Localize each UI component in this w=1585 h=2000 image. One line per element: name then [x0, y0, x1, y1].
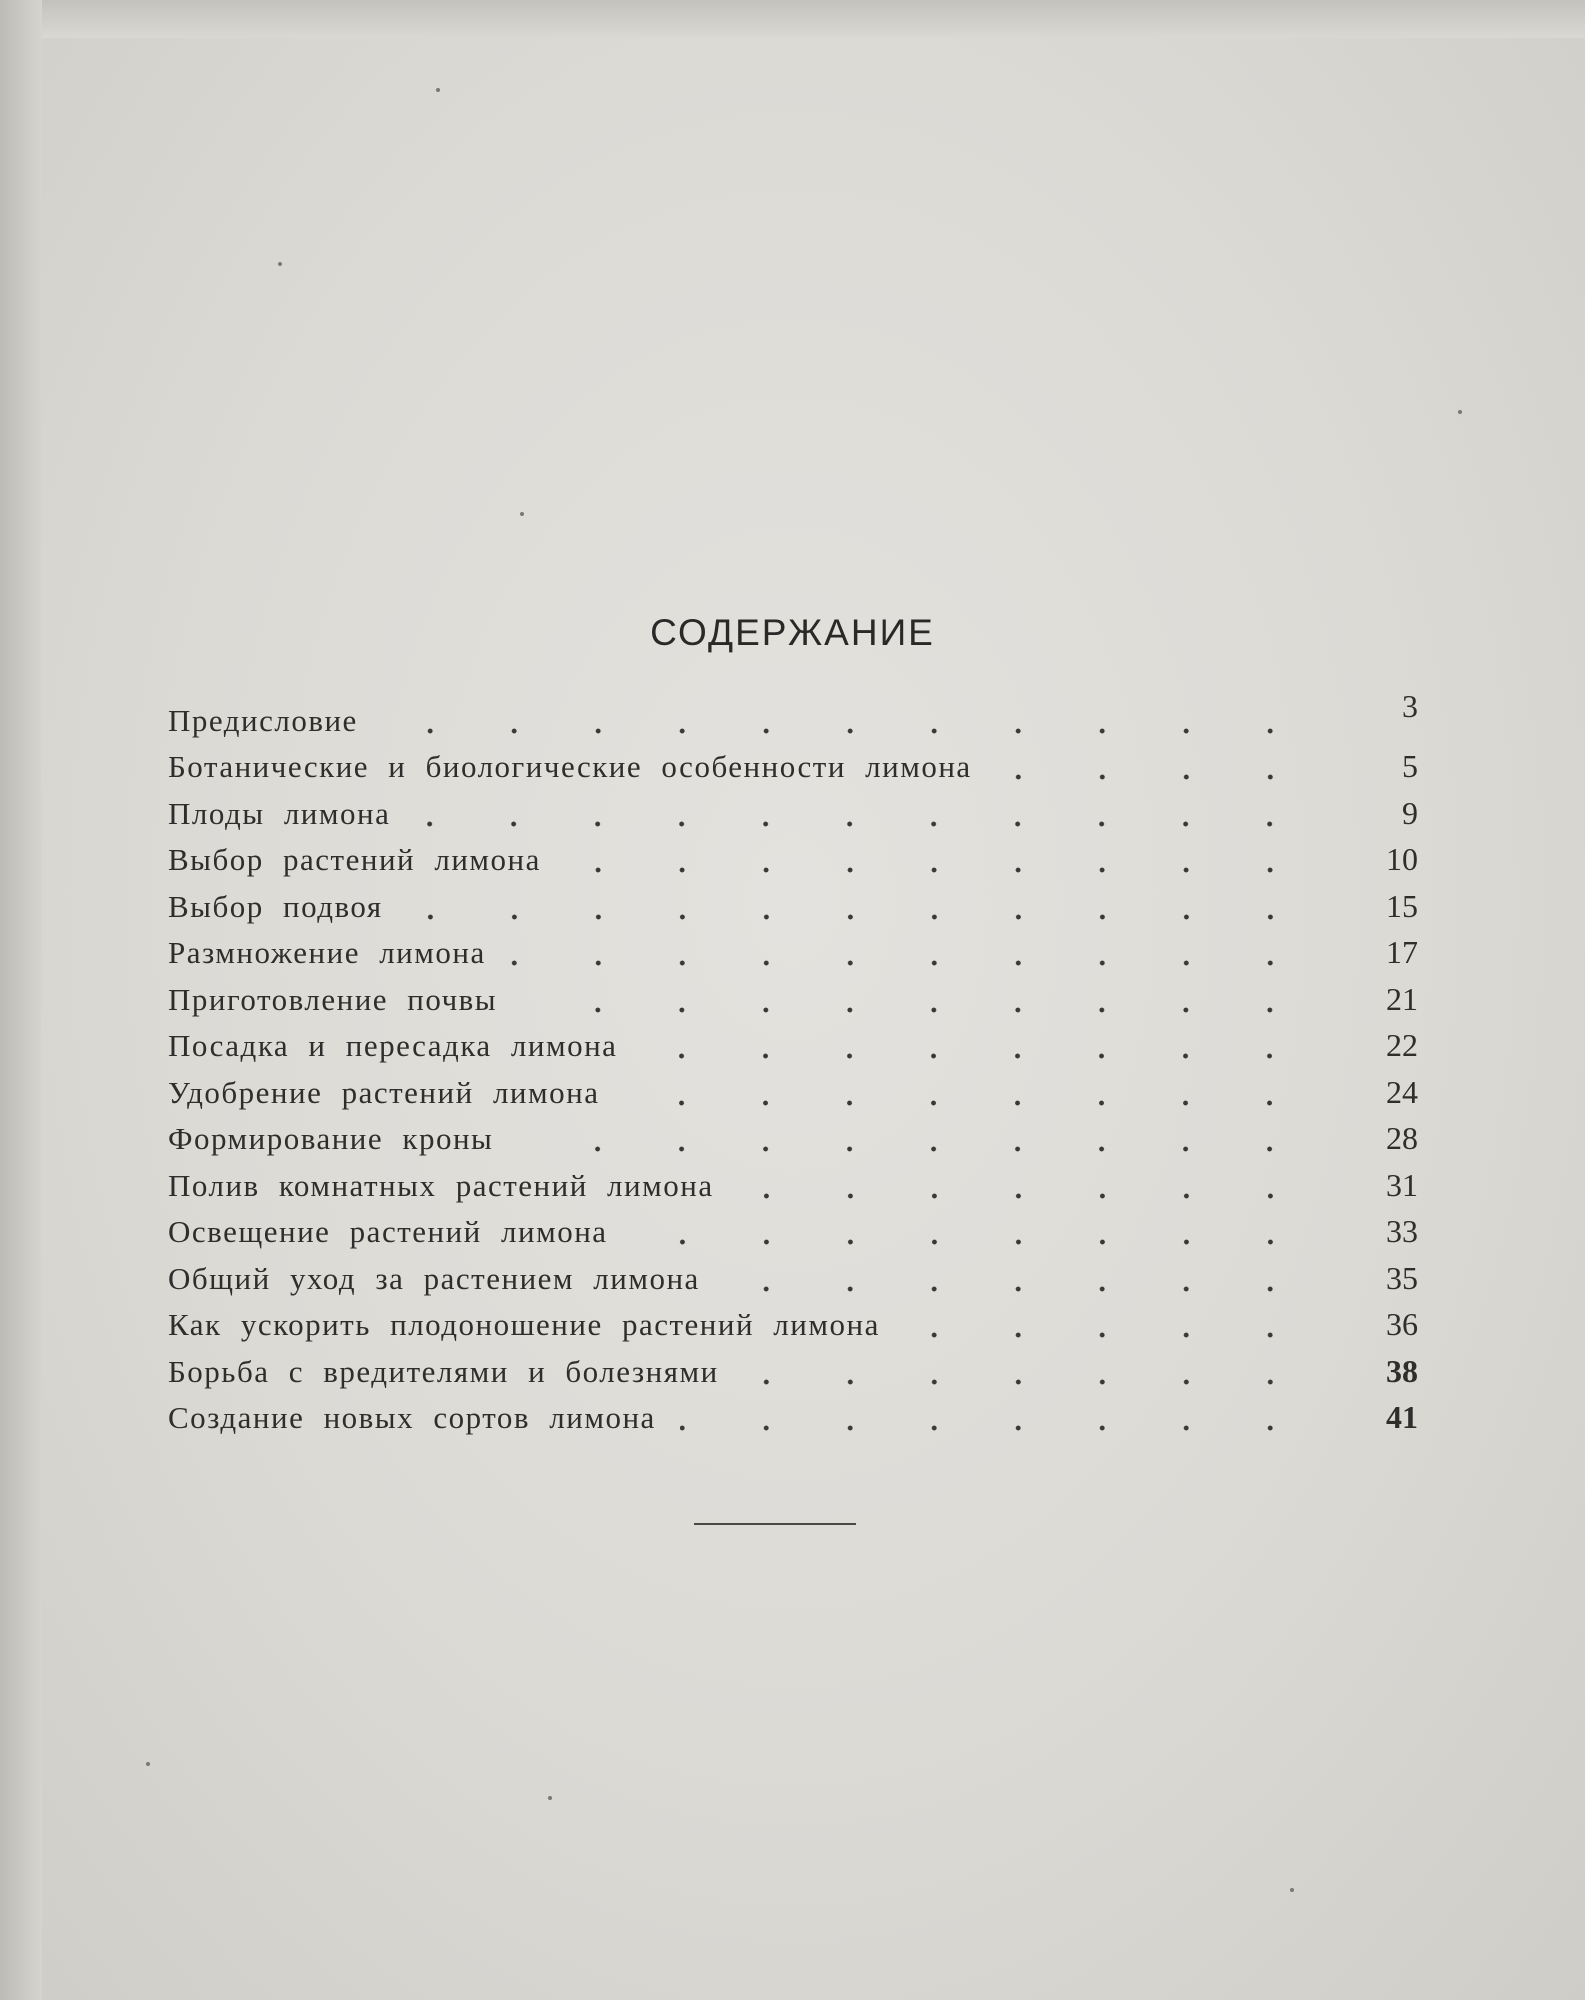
toc-entry — [168, 1018, 1418, 1065]
toc-entry-label: Создание новых сортов лимона — [168, 1400, 656, 1435]
toc-entry-label: Предисловие — [168, 702, 358, 738]
dot-leader — [407, 894, 1322, 925]
toc-entry-label: Как ускорить плодоношение растений лимона — [168, 1307, 880, 1342]
speck — [278, 262, 282, 266]
dot-leader — [521, 987, 1322, 1018]
toc-entry — [168, 1297, 1418, 1344]
toc-entry-label: Формирование кроны — [168, 1121, 494, 1156]
dot-leader — [517, 1126, 1322, 1157]
toc-entry-label: Приготовление почвы — [168, 981, 498, 1017]
toc-entry-page: 5 — [1402, 748, 1418, 784]
page-top-shadow — [0, 0, 1585, 38]
toc-entry-page: 17 — [1386, 934, 1418, 970]
dot-leader — [724, 1266, 1322, 1297]
toc-entry-label: Борьба с вредителями и болезнями — [168, 1353, 719, 1389]
speck — [436, 88, 440, 92]
speck — [548, 1796, 552, 1800]
toc-entry-page: 10 — [1386, 841, 1418, 877]
dot-leader — [904, 1312, 1322, 1343]
closing-rule — [694, 1523, 856, 1525]
speck — [520, 512, 524, 516]
toc-entry — [168, 971, 1418, 1018]
toc-entry — [168, 832, 1418, 879]
toc-entry-label: Общий уход за растением лимона — [168, 1260, 700, 1296]
toc-entry — [168, 1111, 1418, 1158]
toc-entry — [168, 1204, 1418, 1251]
toc-entry-page: 36 — [1386, 1306, 1418, 1342]
dot-leader — [414, 801, 1322, 832]
toc-entry — [168, 687, 1418, 739]
toc-entry-label: Выбор подвоя — [168, 888, 383, 924]
toc-entry — [168, 1390, 1418, 1437]
dot-leader — [382, 708, 1322, 739]
toc-entry-label: Освещение растений лимона — [168, 1214, 608, 1249]
page-left-shadow — [0, 0, 42, 2000]
toc-entry — [168, 1250, 1418, 1297]
toc-entry-label: Выбор растений лимона — [168, 842, 541, 877]
toc-entry-label: Полив комнатных растений лимона — [168, 1167, 714, 1203]
dot-leader — [510, 940, 1322, 971]
toc-entry — [168, 1064, 1418, 1111]
toc-entry — [168, 785, 1418, 832]
dot-leader — [641, 1033, 1322, 1064]
toc-entry-page: 38 — [1386, 1352, 1418, 1389]
dot-leader — [565, 847, 1322, 878]
dot-leader — [743, 1359, 1322, 1390]
toc-entry-label: Ботанические и биологические особенности лимона — [168, 749, 972, 784]
toc-entry — [168, 739, 1418, 786]
table-of-contents — [168, 687, 1418, 1436]
dot-leader — [623, 1080, 1322, 1111]
toc-entry-page: 31 — [1386, 1166, 1418, 1203]
toc-entry-label: Удобрение растений лимона — [168, 1074, 600, 1110]
toc-entry-page: 22 — [1386, 1027, 1418, 1063]
toc-entry-label: Плоды лимона — [168, 795, 391, 831]
speck — [1290, 1888, 1294, 1892]
dot-leader — [632, 1219, 1322, 1250]
dot-leader — [996, 754, 1322, 785]
toc-entry-page: 24 — [1386, 1073, 1418, 1110]
toc-entry-page: 41 — [1386, 1399, 1418, 1435]
toc-entry-page: 33 — [1386, 1213, 1418, 1249]
dot-leader — [738, 1173, 1322, 1204]
toc-entry-page: 21 — [1386, 980, 1418, 1017]
toc-entry-page: 15 — [1386, 887, 1418, 924]
toc-entry-page: 35 — [1386, 1259, 1418, 1296]
toc-entry-label: Посадка и пересадка лимона — [168, 1028, 618, 1063]
page-title: СОДЕРЖАНИЕ — [650, 612, 935, 653]
toc-entry-page: 3 — [1402, 687, 1418, 724]
toc-entry — [168, 925, 1418, 972]
speck — [1458, 410, 1462, 414]
dot-leader — [680, 1405, 1322, 1436]
toc-entry-page: 28 — [1386, 1120, 1418, 1156]
speck — [146, 1762, 150, 1766]
toc-entry — [168, 1343, 1418, 1390]
toc-entry-label: Размножение лимона — [168, 935, 486, 970]
toc-entry — [168, 878, 1418, 925]
toc-entry — [168, 1157, 1418, 1204]
toc-entry-page: 9 — [1402, 794, 1418, 831]
